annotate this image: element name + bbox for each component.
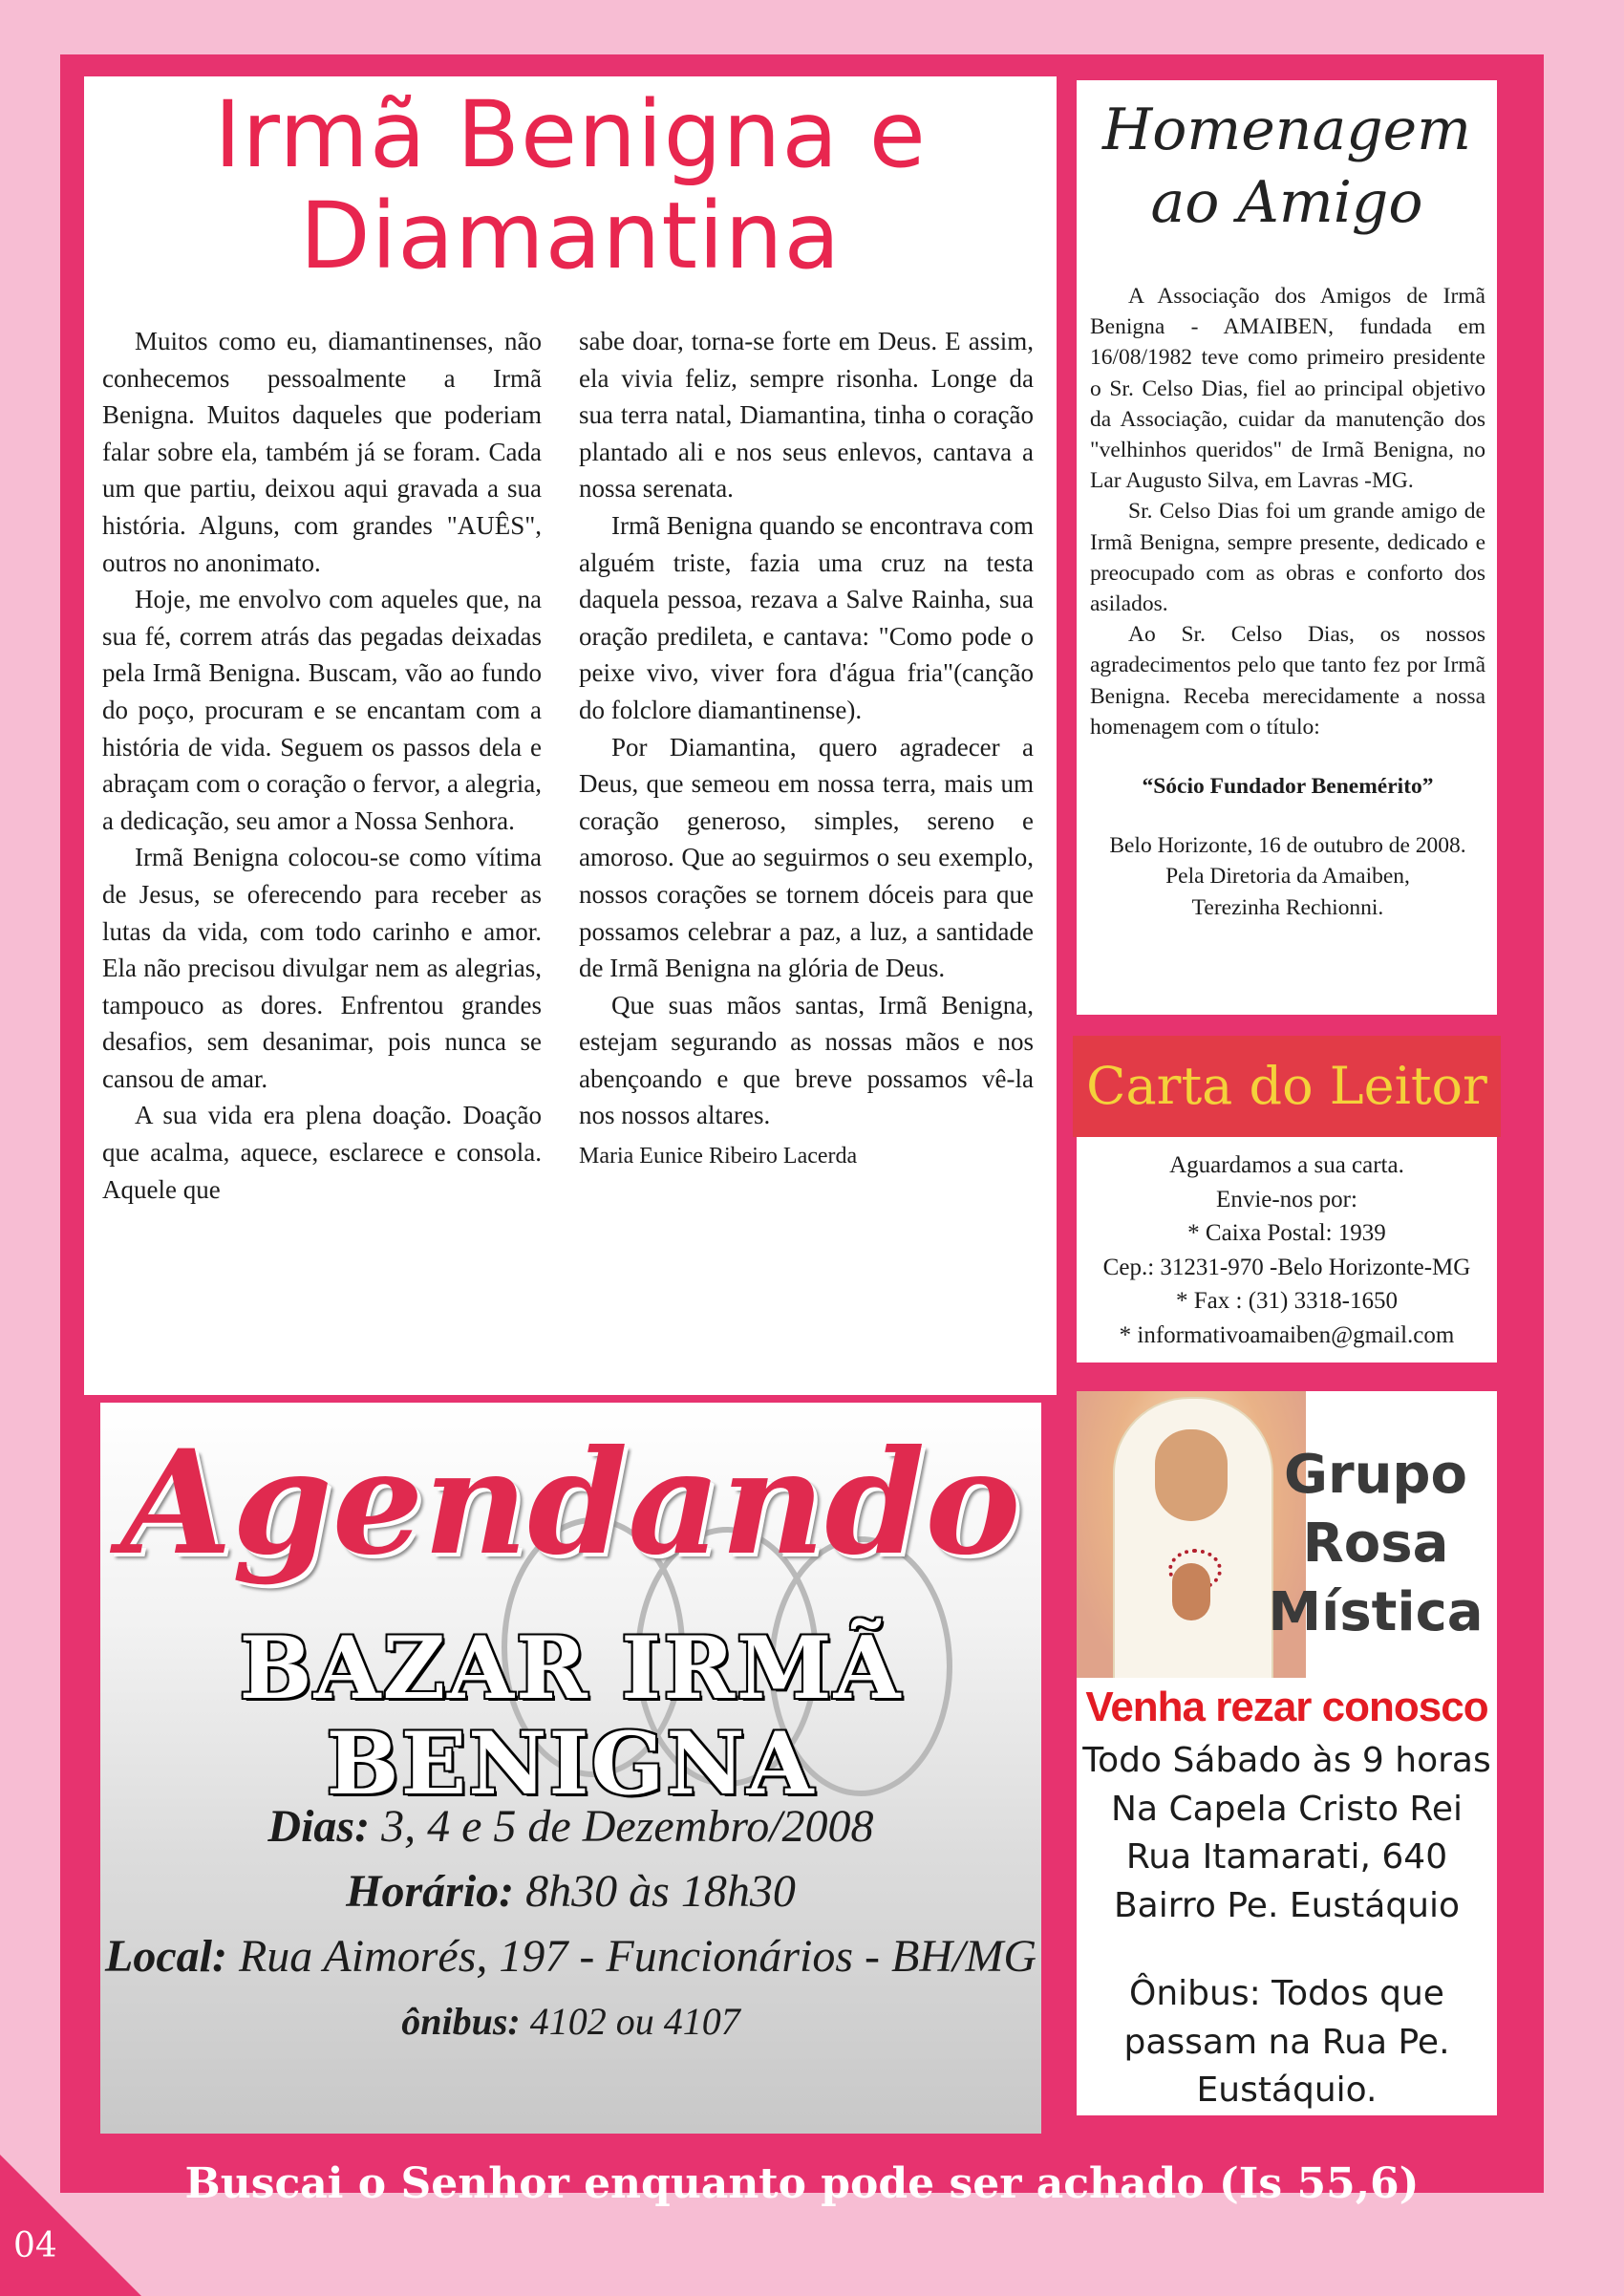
grupo-cta: Venha rezar conosco <box>1085 1684 1488 1730</box>
homenagem-signer: Terezinha Rechionni. <box>1191 894 1384 920</box>
grupo-line: Todo Sábado às 9 horas <box>1082 1741 1491 1780</box>
horario-value: 8h30 às 18h30 <box>514 1866 796 1917</box>
bazar-title: BAZAR IRMÃ BENIGNA <box>239 1618 903 1814</box>
carta-line: Cep.: 31231-970 -Belo Horizonte-MG <box>1102 1254 1471 1280</box>
grupo-line: passam na Rua Pe. <box>1123 2022 1450 2062</box>
article-paragraph: sabe doar, torna-se forte em Deus. E assim, ela vivia feliz, sempre risonha. Longe da sua terra natal, Diamantina, tinha o coração plantado ali e nos seus enlevos, cantava a nossa serenata. <box>579 327 1034 504</box>
page-number: 04 <box>13 2226 57 2265</box>
grupo-info <box>1077 1737 1497 2115</box>
page-corner <box>0 2155 141 2296</box>
local-value: Rua Aimorés, 197 - Funcionários - BH/MG <box>226 1931 1036 1982</box>
article-paragraph: Que suas mãos santas, Irmã Benigna, estejam segurando as nossas mãos e nos abençoando e que breve possamos vê-la nos nossos altares. <box>579 990 1034 1130</box>
carta-line: * Caixa Postal: 1939 <box>1187 1220 1386 1246</box>
grupo-line: Eustáquio. <box>1196 2071 1378 2110</box>
homenagem-title <box>1077 80 1497 239</box>
footer-quote: Buscai o Senhor enquanto pode ser achado (Is 55,6) <box>184 2159 1420 2208</box>
carta-line: * Fax : (31) 3318-1650 <box>1176 1288 1398 1314</box>
homenagem-paragraph: Ao Sr. Celso Dias, os nossos agradecimentos pelo que tanto fez por Irmã Benigna. Receba merecidamente a nossa homenagem com o título: <box>1090 622 1485 740</box>
local-label: Local: <box>105 1931 227 1982</box>
carta-title: Carta do Leitor <box>1073 1036 1501 1137</box>
article-author: Maria Eunice Ribeiro Lacerda <box>579 1144 858 1169</box>
grupo-title-line1: Grupo <box>1283 1444 1467 1506</box>
carta-line: Aguardamos a sua carta. <box>1169 1152 1404 1178</box>
dias-value: 3, 4 e 5 de Dezembro/2008 <box>370 1801 874 1852</box>
homenagem-by: Pela Diretoria da Amaiben, <box>1165 864 1410 890</box>
article-column-right <box>579 323 1034 1175</box>
carta-line: Envie-nos por: <box>1216 1186 1357 1212</box>
honor-title: “Sócio Fundador Benemérito” <box>1142 774 1434 800</box>
grupo-rosa-mistica-box <box>1073 1387 1501 2119</box>
onibus-label: ônibus: <box>401 2000 521 2043</box>
article-paragraph: Hoje, me envolvo com aqueles que, na sua fé, correm atrás das pegadas deixadas pela Irmã Benigna. Buscam, vão ao fundo do poço, procuram e se encantam com a história de vida. Seguem os passos dela e abraçam com o coração o fervor, a alegria, a dedicação, seu amor a Nossa Senhora. <box>102 585 542 835</box>
agendando-ad <box>100 1403 1041 2134</box>
article-title: Irmã Benigna e Diamantina <box>214 81 927 290</box>
bazar-dias <box>100 1794 1041 1859</box>
grupo-line: Na Capela Cristo Rei <box>1111 1789 1463 1829</box>
onibus-value: 4102 ou 4107 <box>520 2000 740 2043</box>
article-paragraph: Irmã Benigna colocou-se como vítima de Jesus, se oferecendo para receber as lutas da vida, com todo carinho e amor. Ela não precisou divulgar nem as alegrias, tampouco as dores. Enfrentou grandes desafios, sem desanimar, pois nunca se cansou de amar. <box>102 843 542 1093</box>
bazar-info <box>100 1794 1041 2054</box>
grupo-title-line2: Rosa <box>1302 1513 1449 1575</box>
dias-label: Dias: <box>267 1801 371 1852</box>
bazar-local <box>100 1924 1041 1989</box>
homenagem-box <box>1073 76 1501 1019</box>
article-column-left <box>102 323 542 1208</box>
bazar-onibus <box>100 1989 1041 2054</box>
horario-label: Horário: <box>346 1866 515 1917</box>
homenagem-date: Belo Horizonte, 16 de outubro de 2008. <box>1109 833 1466 859</box>
homenagem-body <box>1090 281 1485 923</box>
grupo-line: Ônibus: Todos que <box>1129 1974 1444 2013</box>
homenagem-paragraph: Sr. Celso Dias foi um grande amigo de Irmã Benigna, sempre presente, dedicado e preocupado com as obras e conforto dos asilados. <box>1090 499 1485 617</box>
grupo-line: Bairro Pe. Eustáquio <box>1113 1885 1461 1925</box>
homenagem-title-line2: ao Amigo <box>1150 169 1423 236</box>
bazar-horario <box>100 1859 1041 1924</box>
article-paragraph: Por Diamantina, quero agradecer a Deus, que semeou em nossa terra, mais um coração generoso, simples, sereno e amoroso. Que ao seguirmos o seu exemplo, nossos corações se tornem dóceis para que possamos celebrar a paz, a luz, a santidade de Irmã Benigna na glória de Deus. <box>579 732 1034 983</box>
carta-email: * informativoamaiben@gmail.com <box>1119 1321 1455 1348</box>
face-shape <box>1155 1429 1228 1521</box>
article-paragraph: A sua vida era plena doação. Doação que acalma, aquece, esclarece e consola. Aquele que <box>102 1101 542 1204</box>
grupo-line: Rua Itamarati, 640 <box>1125 1837 1448 1877</box>
homenagem-paragraph: A Associação dos Amigos de Irmã Benigna - AMAIBEN, fundada em 16/08/1982 teve como primeiro presidente o Sr. Celso Dias, fiel ao principal objetivo da Associação, cuidar da manutenção dos "velhinhos queridos" de Irmã Benigna, no Lar Augusto Silva, em Lavras -MG. <box>1090 284 1485 494</box>
article-paragraph: Irmã Benigna quando se encontrava com alguém triste, fazia uma cruz na testa daquela pessoa, rezava a Salve Rainha, sua oração predileta, e cantava: "Como pode o peixe vivo, viver fora d'água fria"(canção do folclore diamantinense). <box>579 510 1034 724</box>
hands-shape <box>1172 1563 1210 1620</box>
grupo-title <box>1266 1441 1485 1647</box>
homenagem-title-line1: Homenagem <box>1101 97 1472 163</box>
agendando-title: Agendando <box>120 1419 1021 1587</box>
carta-box <box>1073 1137 1501 1366</box>
grupo-title-line3: Mística <box>1268 1581 1484 1643</box>
spacer <box>1077 1930 1497 1970</box>
article-paragraph: Muitos como eu, diamantinenses, não conhecemos pessoalmente a Irmã Benigna. Muitos daqueles que poderiam falar sobre ela, também já se foram. Cada um que partiu, deixou aqui gravada a sua história. Alguns, com grandes "AUÊS", outros no anonimato. <box>102 327 542 577</box>
